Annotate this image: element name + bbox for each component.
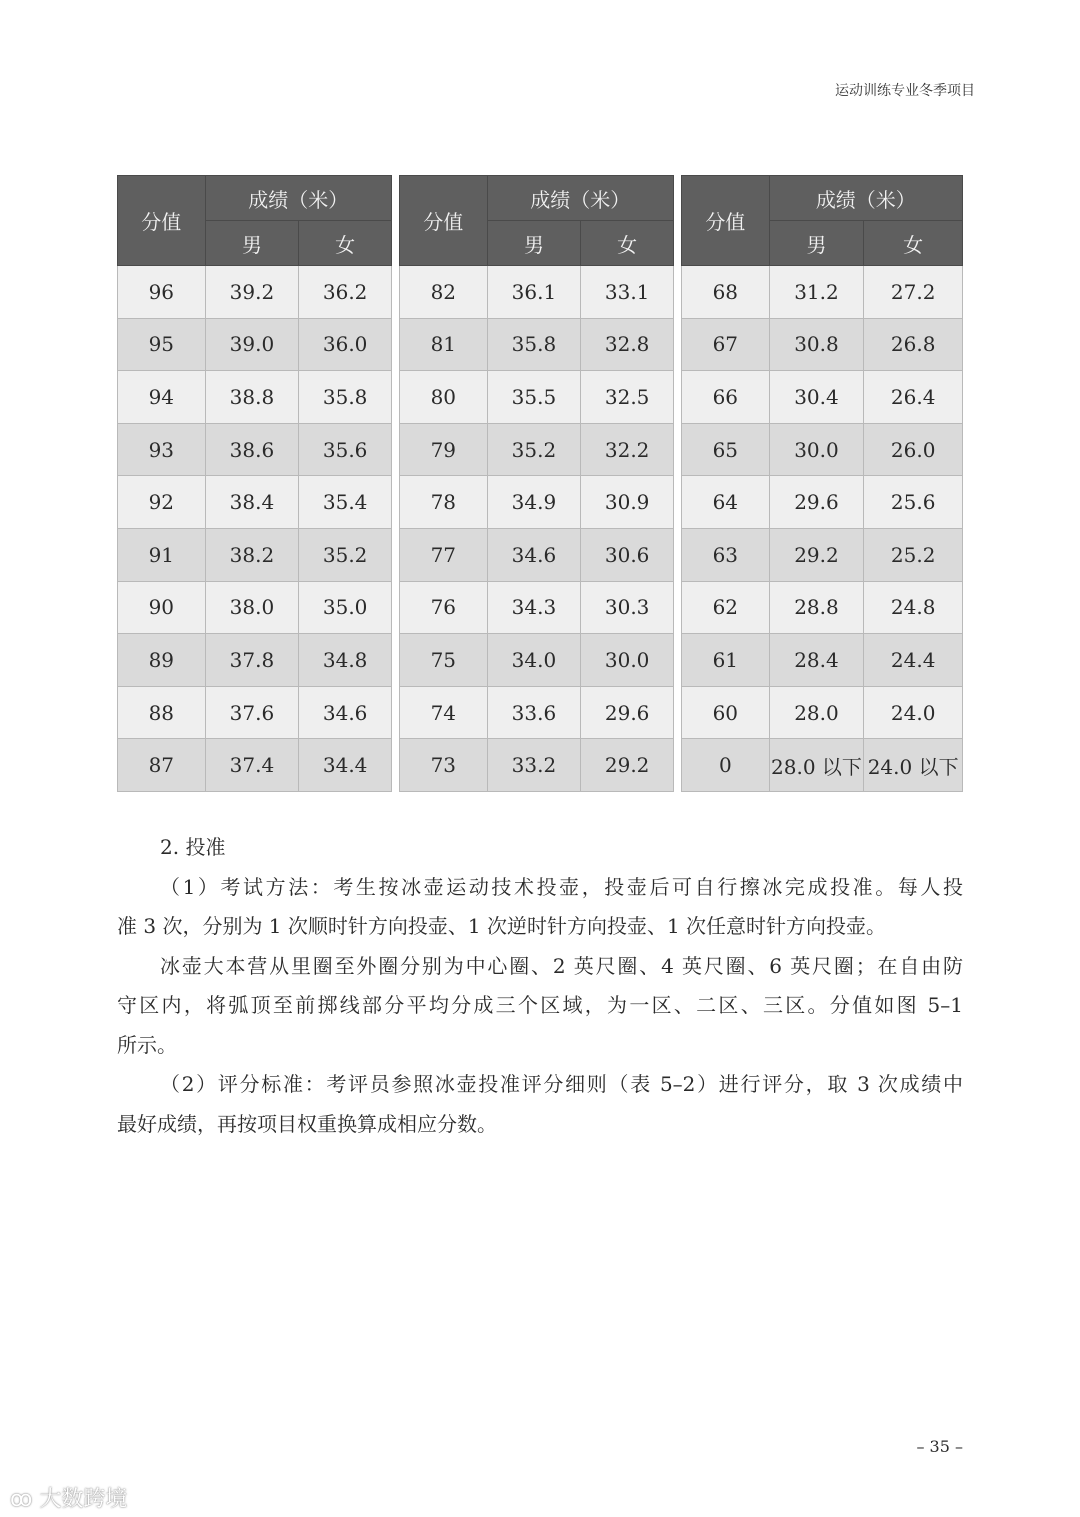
header-score: 分值: [682, 176, 770, 266]
cell-male: 38.8: [205, 371, 299, 424]
cell-male: 30.4: [769, 371, 864, 424]
table-row: [682, 581, 963, 634]
score-table-3: [681, 175, 963, 792]
cell-female: 30.6: [581, 528, 674, 581]
cell-female: 24.4: [864, 634, 963, 687]
paragraph-line: （2）评分标准：考评员参照冰壶投准评分细则（表 5–2）进行评分，取 3 次成绩中: [160, 1072, 963, 1096]
paragraph-line: 最好成绩，再按项目权重换算成相应分数。: [117, 1111, 497, 1136]
cell-score: 77: [400, 528, 488, 581]
table-row: [118, 318, 392, 371]
cell-male: 39.0: [205, 318, 299, 371]
paragraph-line: 所示。: [117, 1032, 177, 1057]
cell-male: 30.8: [769, 318, 864, 371]
cell-female: 35.8: [299, 371, 392, 424]
cell-score: 91: [118, 528, 206, 581]
cell-male: 35.5: [487, 371, 581, 424]
cell-score: 60: [682, 686, 770, 739]
cell-male: 34.6: [487, 528, 581, 581]
table-row: [400, 423, 674, 476]
running-head: 运动训练专业冬季项目: [835, 83, 975, 99]
cell-male: 37.8: [205, 634, 299, 687]
table-row: [118, 476, 392, 529]
cell-female: 26.4: [864, 371, 963, 424]
cell-score: 89: [118, 634, 206, 687]
cell-score: 75: [400, 634, 488, 687]
cell-male: 38.2: [205, 528, 299, 581]
header-female: 女: [864, 221, 963, 266]
cell-female: 24.0 以下: [864, 739, 963, 792]
table-row: [118, 423, 392, 476]
table-row: [118, 686, 392, 739]
cell-female: 24.0: [864, 686, 963, 739]
table-row: [682, 371, 963, 424]
cell-female: 33.1: [581, 266, 674, 319]
table-row: [400, 739, 674, 792]
table-row: [682, 423, 963, 476]
cell-score: 0: [682, 739, 770, 792]
cell-female: 25.2: [864, 528, 963, 581]
cell-female: 29.2: [581, 739, 674, 792]
header-male: 男: [487, 221, 581, 266]
cell-score: 94: [118, 371, 206, 424]
cell-male: 30.0: [769, 423, 864, 476]
cell-male: 31.2: [769, 266, 864, 319]
watermark-logo: ꝏ 大数跨境: [10, 1487, 128, 1512]
cell-male: 35.8: [487, 318, 581, 371]
cell-female: 24.8: [864, 581, 963, 634]
cell-male: 28.8: [769, 581, 864, 634]
cell-score: 80: [400, 371, 488, 424]
cell-score: 78: [400, 476, 488, 529]
table-row: [682, 476, 963, 529]
cell-score: 65: [682, 423, 770, 476]
cell-male: 28.0 以下: [769, 739, 864, 792]
cell-score: 73: [400, 739, 488, 792]
table-row: [118, 634, 392, 687]
cell-male: 34.0: [487, 634, 581, 687]
cell-male: 37.6: [205, 686, 299, 739]
cell-female: 32.8: [581, 318, 674, 371]
table-row: [400, 581, 674, 634]
cell-score: 92: [118, 476, 206, 529]
table-row: [118, 581, 392, 634]
table-row: [400, 476, 674, 529]
paragraph-line: 冰壶大本营从里圈至外圈分别为中心圈、2 英尺圈、4 英尺圈、6 英尺圈；在自由防: [160, 953, 963, 978]
cell-male: 39.2: [205, 266, 299, 319]
watermark-text: 大数跨境: [39, 1487, 128, 1512]
cell-male: 36.1: [487, 266, 581, 319]
cell-male: 37.4: [205, 739, 299, 792]
cell-female: 30.0: [581, 634, 674, 687]
table-row: [682, 739, 963, 792]
body-text: [117, 828, 963, 1144]
section-heading: 2. 投准: [160, 835, 226, 859]
cell-score: 68: [682, 266, 770, 319]
table-row: [400, 634, 674, 687]
table-row: [400, 266, 674, 319]
cell-male: 33.6: [487, 686, 581, 739]
table-row: [682, 318, 963, 371]
header-score: 分值: [118, 176, 206, 266]
cell-male: 33.2: [487, 739, 581, 792]
cell-male: 29.2: [769, 528, 864, 581]
cell-female: 35.0: [299, 581, 392, 634]
cell-score: 79: [400, 423, 488, 476]
cell-score: 96: [118, 266, 206, 319]
table-row: [682, 528, 963, 581]
table-row: [682, 686, 963, 739]
cell-female: 30.9: [581, 476, 674, 529]
header-score: 分值: [400, 176, 488, 266]
cell-female: 34.8: [299, 634, 392, 687]
score-table-2: [399, 175, 674, 792]
cell-male: 28.4: [769, 634, 864, 687]
table-row: [682, 266, 963, 319]
cell-male: 38.4: [205, 476, 299, 529]
cell-score: 63: [682, 528, 770, 581]
cell-female: 35.2: [299, 528, 392, 581]
cell-female: 34.6: [299, 686, 392, 739]
cell-female: 29.6: [581, 686, 674, 739]
cell-female: 30.3: [581, 581, 674, 634]
table-row: [118, 266, 392, 319]
cell-score: 82: [400, 266, 488, 319]
paragraph-line: 守区内，将弧顶至前掷线部分平均分成三个区域，为一区、二区、三区。分值如图 5–1: [117, 993, 963, 1017]
cell-female: 26.0: [864, 423, 963, 476]
table-row: [400, 318, 674, 371]
cell-score: 76: [400, 581, 488, 634]
table-row: [400, 371, 674, 424]
score-table-1: [117, 175, 392, 792]
cell-score: 74: [400, 686, 488, 739]
cell-score: 81: [400, 318, 488, 371]
cell-female: 35.6: [299, 423, 392, 476]
table-row: [400, 528, 674, 581]
table-row: [682, 634, 963, 687]
cell-score: 67: [682, 318, 770, 371]
cell-score: 88: [118, 686, 206, 739]
table-row: [400, 686, 674, 739]
header-result: 成绩（米）: [487, 176, 673, 221]
cell-female: 36.2: [299, 266, 392, 319]
table-row: [118, 739, 392, 792]
cell-male: 35.2: [487, 423, 581, 476]
cell-male: 28.0: [769, 686, 864, 739]
header-female: 女: [581, 221, 674, 266]
cell-female: 32.2: [581, 423, 674, 476]
paragraph-line: 准 3 次，分别为 1 次顺时针方向投壶、1 次逆时针方向投壶、1 次任意时针方向投壶。: [117, 914, 887, 938]
cell-female: 25.6: [864, 476, 963, 529]
cell-female: 36.0: [299, 318, 392, 371]
paragraph-line: （1）考试方法：考生按冰壶运动技术投壶，投壶后可自行擦冰完成投准。每人投: [160, 874, 963, 899]
cell-male: 34.9: [487, 476, 581, 529]
table-row: [118, 371, 392, 424]
cell-female: 26.8: [864, 318, 963, 371]
page-number: – 35 –: [916, 1437, 963, 1456]
cell-female: 34.4: [299, 739, 392, 792]
cell-male: 34.3: [487, 581, 581, 634]
cell-score: 62: [682, 581, 770, 634]
cell-female: 27.2: [864, 266, 963, 319]
cell-score: 87: [118, 739, 206, 792]
cell-female: 35.4: [299, 476, 392, 529]
cell-male: 38.6: [205, 423, 299, 476]
cell-score: 90: [118, 581, 206, 634]
header-male: 男: [205, 221, 299, 266]
cell-score: 64: [682, 476, 770, 529]
cell-score: 61: [682, 634, 770, 687]
cell-score: 93: [118, 423, 206, 476]
cell-male: 29.6: [769, 476, 864, 529]
header-result: 成绩（米）: [205, 176, 391, 221]
header-result: 成绩（米）: [769, 176, 962, 221]
header-male: 男: [769, 221, 864, 266]
header-female: 女: [299, 221, 392, 266]
cell-male: 38.0: [205, 581, 299, 634]
cell-female: 32.5: [581, 371, 674, 424]
cell-score: 66: [682, 371, 770, 424]
table-row: [118, 528, 392, 581]
cell-score: 95: [118, 318, 206, 371]
